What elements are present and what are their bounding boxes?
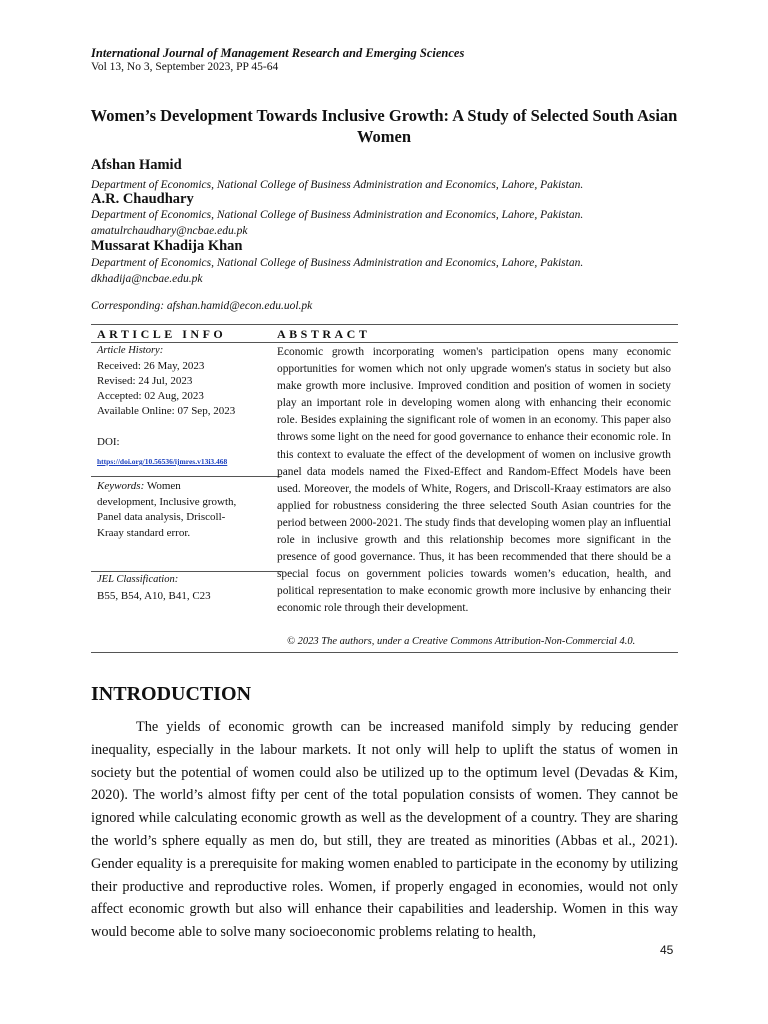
- keywords-line: Panel data analysis, Driscoll-: [97, 511, 226, 523]
- abstract-text: Economic growth incorporating women's participation opens many economic opportunities for women which not only upgrade women's status in society but also make growth more inclusive. Improved condition and position of women in society play an important role in developing women along with enhancing their economic role. Besides explaining the significant role of women in an economy. This paper also throws some light on the need for good governance to enhance their economic role. In this context to evaluate the effect of the development of women on inclusive growth panel data models named the Fixed-Effect and Random-Effect Models have been used. Moreover, the models of White, Rogers, and Driscoll-Kraay estimators are also applied for robustness considering the three selected South Asian countries for the period between 2000-2021. The study finds that developing women play an influential role in inclusive growth and this relationship becomes more significant in the presence of good governance. Thus, it has been recommended that there should be a special focus on government policies towards women’s education, health, and political representation to make economic growth more inclusive by enhancing their economic role through their development.: [277, 346, 671, 615]
- page-number: 45: [660, 943, 674, 957]
- article-history-label: Article History:: [97, 345, 164, 356]
- received-date: Received: 26 May, 2023: [97, 360, 205, 372]
- jel-label: JEL Classification:: [97, 574, 179, 585]
- keywords: [97, 479, 277, 541]
- doi-label: DOI:: [97, 436, 120, 448]
- author-name: Mussarat Khadija Khan: [91, 238, 243, 254]
- doi-link[interactable]: https://doi.org/10.56536/ijmres.v13i3.468: [97, 457, 228, 466]
- divider: [91, 476, 282, 477]
- article-info-heading: ARTICLE INFO: [97, 327, 227, 341]
- author-email: dkhadija@ncbae.edu.pk: [91, 273, 203, 285]
- corresponding-author: Corresponding: afshan.hamid@econ.edu.uol.pk: [91, 300, 313, 312]
- keywords-line: Kraay standard error.: [97, 526, 191, 539]
- author-affiliation: Department of Economics, National College of Business Administration and Economics, Lahore, Pakistan.: [91, 257, 584, 269]
- abstract-heading: ABSTRACT: [277, 327, 371, 341]
- copyright-notice: © 2023 The authors, under a Creative Commons Attribution-Non-Commercial 4.0.: [287, 636, 636, 647]
- author-affiliation: Department of Economics, National College of Business Administration and Economics, Lahore, Pakistan.: [91, 209, 584, 221]
- accepted-date: Accepted: 02 Aug, 2023: [97, 390, 204, 402]
- jel-codes: B55, B54, A10, B41, C23: [97, 590, 211, 602]
- author-name: Afshan Hamid: [91, 157, 182, 173]
- divider: [91, 324, 678, 325]
- abstract-body: [277, 344, 671, 618]
- keywords-line: Women: [146, 480, 181, 492]
- available-date: Available Online: 07 Sep, 2023: [97, 405, 236, 417]
- divider: [91, 342, 678, 343]
- revised-date: Revised: 24 Jul, 2023: [97, 375, 193, 387]
- introduction-body: [91, 716, 678, 944]
- paper-title: Women’s Development Towards Inclusive Growth: A Study of Selected South Asian Women: [90, 106, 678, 146]
- journal-name: International Journal of Management Research and Emerging Sciences: [91, 46, 465, 60]
- divider: [91, 652, 678, 653]
- keywords-label: Keywords:: [97, 480, 145, 492]
- introduction-paragraph: The yields of economic growth can be increased manifold simply by reducing gender inequality, especially in the labour markets. It not only will help to uplift the status of women in society but the potential of women could also be utilized up to the optimum level (Devadas & Kim, 2020). The world’s almost fifty per cent of the total population consists of women. They cannot be ignored while calculating economic growth as well as the development of a country. They are sharing the world’s sphere equally as men do, but still, they are treated as minorities (Abbas et al., 2021). Gender equality is a prerequisite for making women enabled to participate in the economy by utilizing their productive and reproductive roles. Women, if properly engaged in economies, would not only affect economic growth but also will enhance their capabilities and leadership. Women in this way would become able to solve many socioeconomic problems relating to health,: [91, 719, 678, 941]
- issue-line: Vol 13, No 3, September 2023, PP 45-64: [91, 61, 279, 73]
- introduction-heading: INTRODUCTION: [91, 683, 252, 705]
- author-affiliation: Department of Economics, National College of Business Administration and Economics, Lahore, Pakistan.: [91, 179, 584, 191]
- keywords-line: development, Inclusive growth,: [97, 495, 237, 508]
- author-email: amatulrchaudhary@ncbae.edu.pk: [91, 225, 248, 237]
- author-name: A.R. Chaudhary: [91, 191, 194, 207]
- divider: [91, 571, 282, 572]
